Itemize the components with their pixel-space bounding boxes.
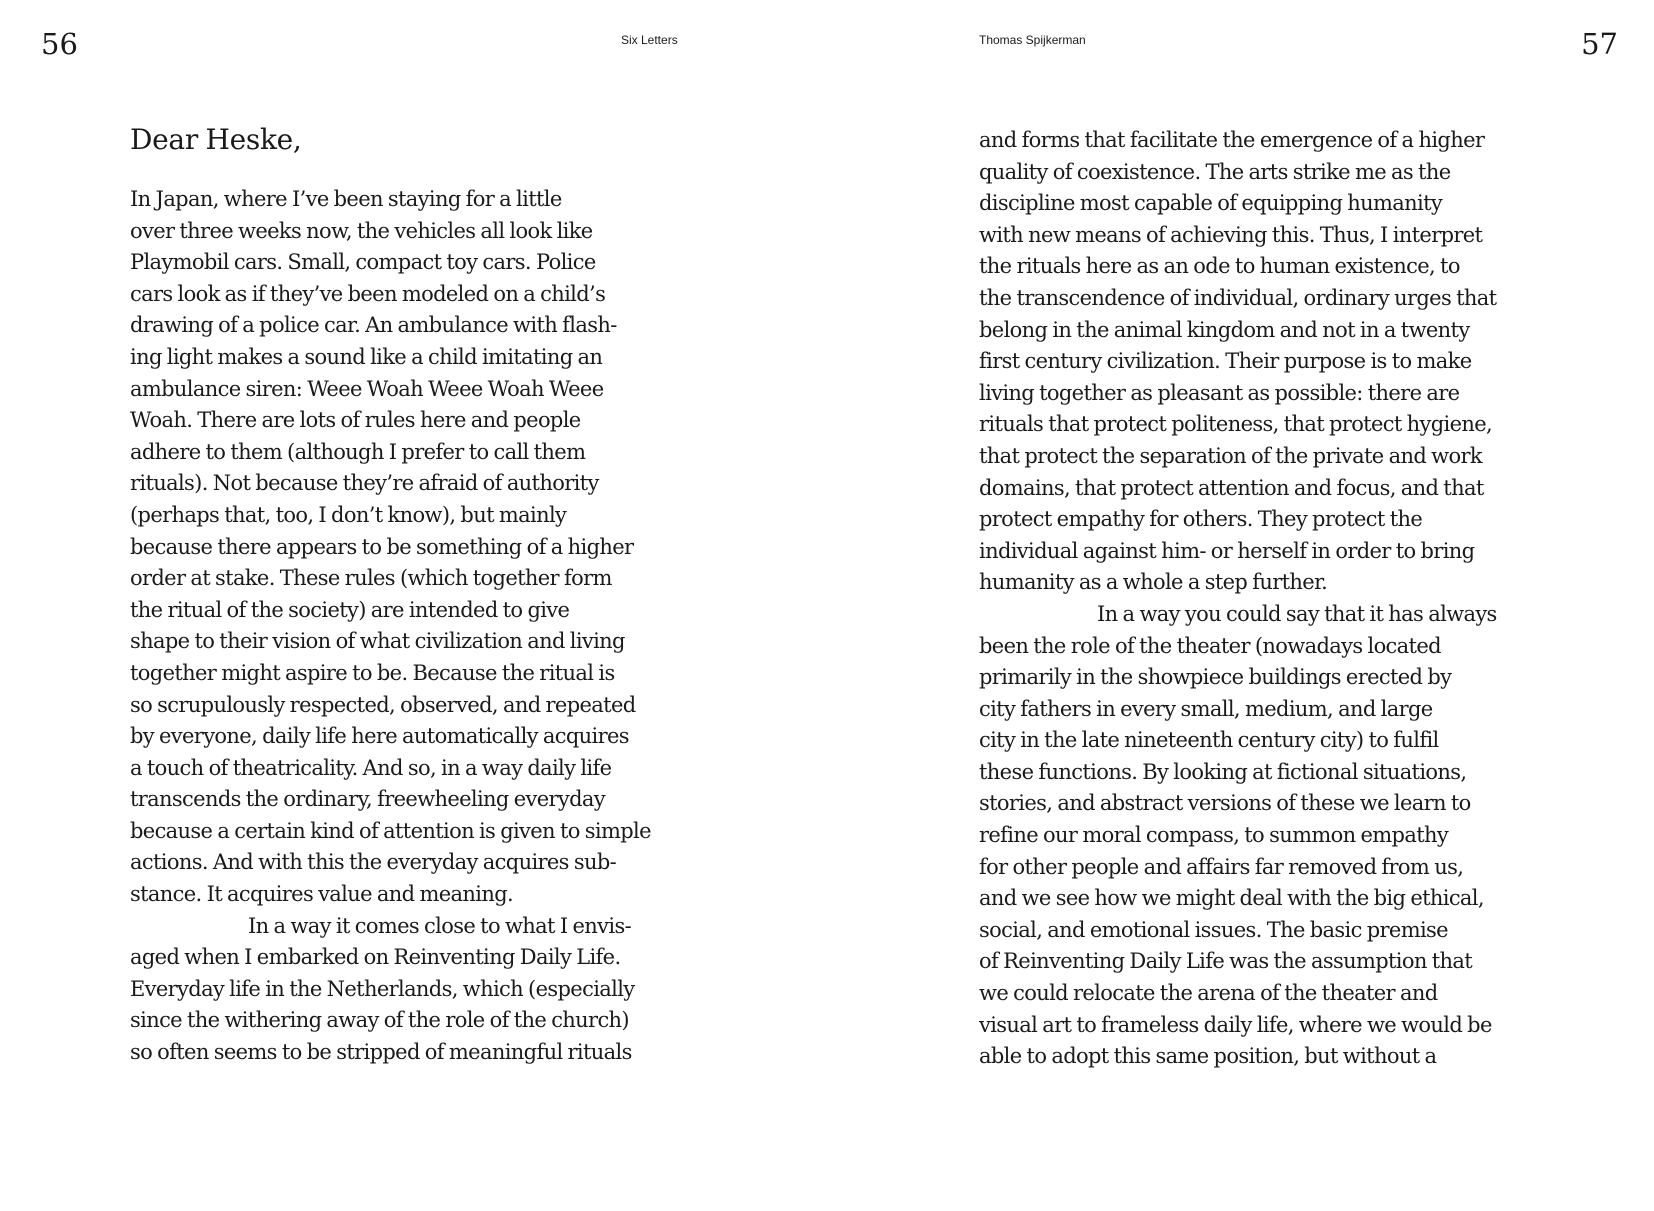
paragraph-start-line: In a way it comes close to what I envis-	[248, 913, 632, 938]
text-line: first century civilization. Their purpose is to make	[979, 349, 1472, 374]
text-line: the ritual of the society) are intended to give	[130, 597, 570, 622]
text-line: (perhaps that, too, I don’t know), but mainly	[130, 502, 567, 527]
text-line: and forms that facilitate the emergence of a higher	[979, 128, 1485, 152]
text-line: of Reinventing Daily Life was the assumption that	[979, 949, 1473, 974]
text-line: stories, and abstract versions of these we learn to	[979, 791, 1471, 816]
text-line: discipline most capable of equipping humanity	[979, 191, 1443, 216]
text-line: we could relocate the arena of the theater and	[979, 981, 1438, 1006]
text-line: together might aspire to be. Because the ritual is	[130, 660, 615, 685]
text-line: been the role of the theater (nowadays located	[979, 633, 1441, 658]
text-line: refine our moral compass, to summon empathy	[979, 823, 1449, 848]
running-head-title: Six Letters	[621, 33, 678, 47]
text-line: the transcendence of individual, ordinary urges that	[979, 285, 1497, 310]
text-line: domains, that protect attention and focus, and that	[979, 475, 1484, 500]
text-line: ing light makes a sound like a child imitating an	[130, 344, 603, 369]
text-line: transcends the ordinary, freewheeling everyday	[130, 787, 605, 812]
text-line: because there appears to be something of a higher	[130, 534, 634, 559]
text-line: social, and emotional issues. The basic premise	[979, 917, 1448, 942]
text-line: In Japan, where I’ve been staying for a little	[130, 187, 562, 211]
paragraph-start-line: In a way you could say that it has always	[1097, 601, 1497, 626]
text-line: Playmobil cars. Small, compact toy cars. Police	[130, 250, 596, 275]
salutation: Dear Heske,	[130, 123, 302, 156]
text-line: so often seems to be stripped of meaningful rituals	[130, 1040, 632, 1065]
left-text-column	[130, 123, 690, 1069]
text-line: for other people and affairs far removed from us,	[979, 854, 1464, 879]
text-line: individual against him- or herself in order to bring	[979, 538, 1475, 563]
text-line: city in the late nineteenth century city) to fulfil	[979, 728, 1439, 753]
text-line: quality of coexistence. The arts strike me as the	[979, 159, 1451, 184]
right-text-column	[979, 125, 1539, 1073]
text-line: cars look as if they’ve been modeled on a child’s	[130, 281, 606, 306]
text-line: rituals). Not because they’re afraid of authority	[130, 471, 599, 496]
text-line: city fathers in every small, medium, and large	[979, 696, 1433, 721]
text-line: primarily in the showpiece buildings erected by	[979, 665, 1452, 690]
text-line: because a certain kind of attention is given to simple	[130, 818, 651, 843]
left-body-text	[130, 184, 690, 1069]
text-line: a touch of theatricality. And so, in a way daily life	[130, 755, 612, 780]
text-line: over three weeks now, the vehicles all look like	[130, 218, 593, 243]
text-line: Woah. There are lots of rules here and people	[130, 408, 581, 433]
text-line: ambulance siren: Weee Woah Weee Woah Weee	[130, 376, 604, 401]
text-line: Everyday life in the Netherlands, which (especially	[130, 976, 635, 1001]
text-line: humanity as a whole a step further.	[979, 570, 1328, 595]
text-line: drawing of a police car. An ambulance with flash-	[130, 313, 617, 338]
page-number-right: 57	[1581, 27, 1618, 61]
text-line: order at stake. These rules (which together form	[130, 566, 612, 591]
text-line: rituals that protect politeness, that protect hygiene,	[979, 412, 1493, 437]
text-line: so scrupulously respected, observed, and repeated	[130, 692, 636, 717]
text-line: shape to their vision of what civilization and living	[130, 629, 625, 654]
text-line: able to adopt this same position, but without a	[979, 1044, 1437, 1069]
text-line: visual art to frameless daily life, where we would be	[979, 1012, 1492, 1037]
text-line: and we see how we might deal with the big ethical,	[979, 886, 1484, 911]
page-number-left: 56	[41, 27, 78, 61]
text-line: belong in the animal kingdom and not in a twenty	[979, 317, 1470, 342]
running-head-author: Thomas Spijkerman	[979, 33, 1086, 47]
text-line: actions. And with this the everyday acquires sub-	[130, 850, 617, 875]
text-line: living together as pleasant as possible: there are	[979, 380, 1460, 405]
text-line: since the withering away of the role of the church)	[130, 1008, 629, 1033]
text-line: protect empathy for others. They protect the	[979, 507, 1423, 532]
text-line: aged when I embarked on Reinventing Daily Life.	[130, 945, 621, 970]
text-line: stance. It acquires value and meaning.	[130, 882, 514, 907]
text-line: that protect the separation of the private and work	[979, 443, 1482, 468]
right-body-text	[979, 125, 1539, 1073]
text-line: by everyone, daily life here automatically acquires	[130, 724, 629, 749]
text-line: adhere to them (although I prefer to call them	[130, 439, 586, 464]
text-line: the rituals here as an ode to human existence, to	[979, 254, 1460, 279]
text-line: these functions. By looking at fictional situations,	[979, 759, 1467, 784]
text-line: with new means of achieving this. Thus, I interpret	[979, 222, 1483, 247]
